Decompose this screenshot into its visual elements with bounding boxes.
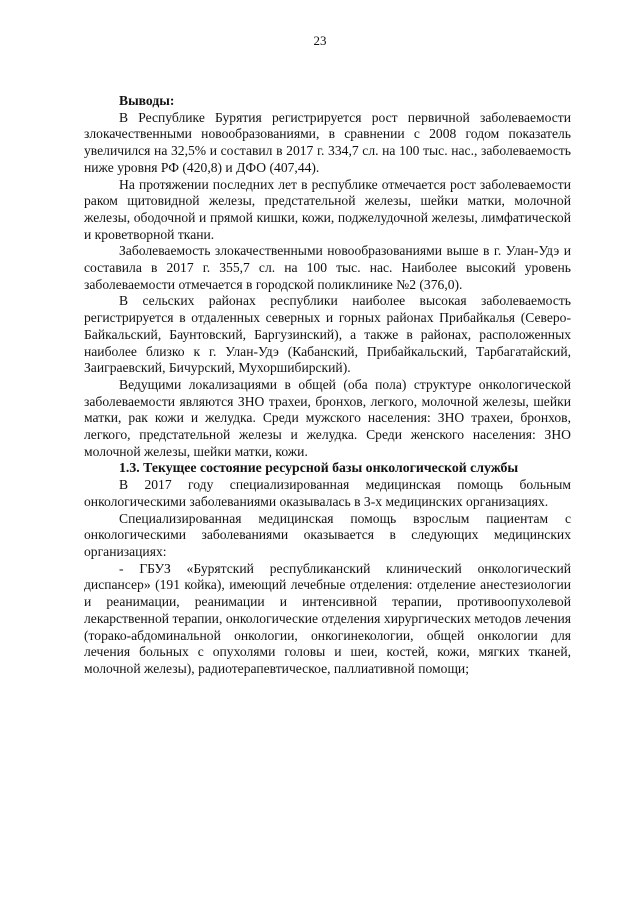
conclusion-paragraph: В сельских районах республики наиболее высокая заболеваемость регистрируется в отдаленных северных и горных районах Прибайкалья (Северо-Байкальский, Баунтовский, Баргузинский), а также в районах, расположенных наиболее близко к г. Улан-Удэ (Кабанский, Прибайкальский, Тарбагатайский, Заиграевский, Бичурский, Мухоршибирский). [84, 293, 571, 376]
page-number: 23 [313, 33, 327, 48]
page-content [84, 93, 571, 678]
conclusion-paragraph: Ведущими локализациями в общей (оба пола) структуре онкологической заболеваемости являются ЗНО трахеи, бронхов, легкого, молочной железы, шейки матки, рак кожи и желудка. Среди мужского населения: ЗНО трахеи, бронхов, легкого, предстательной железы и желудка. Среди женского населения: ЗНО молочной железы, шейки матки, кожи. [84, 376, 571, 459]
conclusion-paragraph: В Республике Бурятия регистрируется рост первичной заболеваемости злокачественными новообразованиями, в сравнении с 2008 годом показатель увеличился на 32,5% и составил в 2017 г. 334,7 сл. на 100 тыс. нас., заболеваемость ниже уровня РФ (420,8) и ДФО (407,44). [84, 109, 571, 175]
conclusion-paragraph: Заболеваемость злокачественными новообразованиями выше в г. Улан-Удэ и составила в 2017 г. 355,7 сл. на 100 тыс. нас. Наиболее высокий уровень заболеваемости отмечается в городской поликлинике №2 (376,0). [84, 243, 571, 292]
section-paragraph: В 2017 году специализированная медицинская помощь больным онкологическими заболеваниями оказывалась в 3-х медицинских организациях. [84, 477, 571, 509]
section-heading: 1.3. Текущее состояние ресурсной базы онкологической службы [119, 460, 519, 476]
conclusion-paragraph: На протяжении последних лет в республике отмечается рост заболеваемости раком щитовидной железы, предстательной железы, шейки матки, молочной железы, ободочной и прямой кишки, кожи, поджелудочной железы, лимфатической и кроветворной ткани. [84, 176, 571, 242]
conclusions-heading: Выводы: [119, 93, 175, 108]
section-paragraph: Специализированная медицинская помощь взрослым пациентам с онкологическими заболеваниями оказывается в следующих медицинских организациях: [84, 510, 571, 559]
section-list-item: - ГБУЗ «Бурятский республиканский клинический онкологический диспансер» (191 койка), имеющий лечебные отделения: отделение анестезиологии и реанимации, реанимации и интенсивной терапии, противоопухолевой лекарственной терапии, онкологические отделения хирургических методов лечения (торако-абдоминальной онкологии, онкогинекологии, общей онкологии для лечения больных с опухолями головы и шеи, костей, кожи, мягких тканей, молочной железы), радиотерапевтическое, паллиативной помощи; [84, 560, 571, 676]
